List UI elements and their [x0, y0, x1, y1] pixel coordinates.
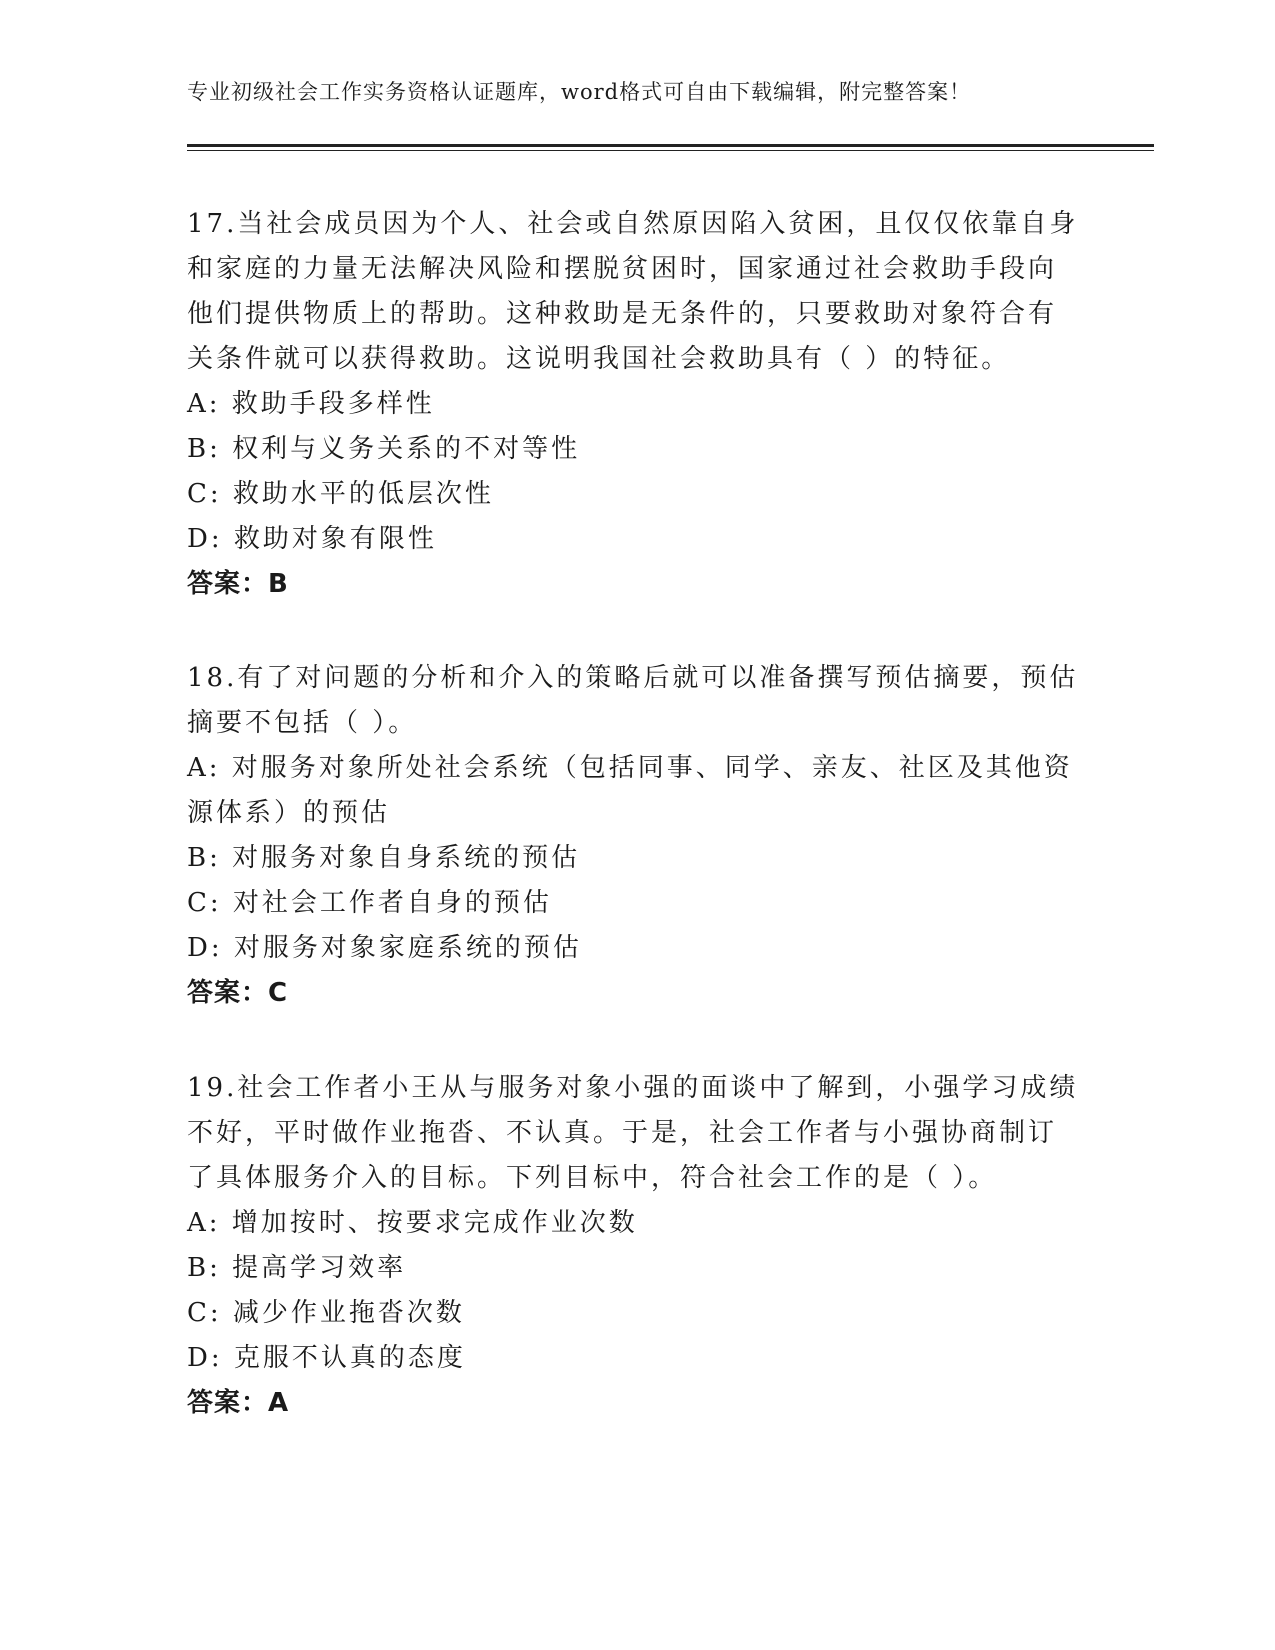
option-b: B: 提高学习效率 — [187, 1253, 407, 1283]
page-header: 专业初级社会工作实务资格认证题库，word格式可自由下载编辑，附完整答案！ — [187, 80, 972, 104]
option-b: B: 对服务对象自身系统的预估 — [187, 843, 581, 873]
question-text-line: 摘要不包括（ ）。 — [187, 708, 418, 738]
option-c: C: 救助水平的低层次性 — [187, 479, 494, 509]
question-text-line: 19.社会工作者小王从与服务对象小强的面谈中了解到，小强学习成绩 — [187, 1073, 1079, 1103]
question-18 — [187, 656, 1077, 1016]
option-d: D: 克服不认真的态度 — [187, 1343, 466, 1373]
question-text-line: 他们提供物质上的帮助。这种救助是无条件的，只要救助对象符合有 — [187, 299, 1058, 329]
question-text-line: 18.有了对问题的分析和介入的策略后就可以准备撰写预估摘要，预估 — [187, 663, 1079, 693]
question-text-line: 17.当社会成员因为个人、社会或自然原因陷入贫困，且仅仅依靠自身 — [187, 209, 1079, 239]
header-divider-thin — [187, 150, 1154, 151]
option-a: A: 救助手段多样性 — [187, 389, 435, 419]
question-text-line: 了具体服务介入的目标。下列目标中，符合社会工作的是（ ）。 — [187, 1163, 998, 1193]
answer: 答案：C — [187, 978, 289, 1008]
option-c: C: 减少作业拖沓次数 — [187, 1298, 465, 1328]
option-d: D: 救助对象有限性 — [187, 524, 437, 554]
question-17 — [187, 202, 1077, 607]
question-text-line: 不好，平时做作业拖沓、不认真。于是，社会工作者与小强协商制订 — [187, 1118, 1058, 1148]
option-a: A: 对服务对象所处社会系统（包括同事、同学、亲友、社区及其他资 — [187, 753, 1073, 783]
option-a: A: 增加按时、按要求完成作业次数 — [187, 1208, 638, 1238]
answer: 答案：A — [187, 1388, 290, 1418]
option-c: C: 对社会工作者自身的预估 — [187, 888, 552, 918]
question-text-line: 关条件就可以获得救助。这说明我国社会救助具有（ ）的特征。 — [187, 344, 1011, 374]
question-19 — [187, 1066, 1077, 1426]
option-d: D: 对服务对象家庭系统的预估 — [187, 933, 582, 963]
option-b: B: 权利与义务关系的不对等性 — [187, 434, 581, 464]
question-text-line: 和家庭的力量无法解决风险和摆脱贫困时，国家通过社会救助手段向 — [187, 254, 1058, 284]
option-a-continued: 源体系）的预估 — [187, 798, 391, 828]
header-divider-thick — [187, 144, 1154, 147]
answer: 答案：B — [187, 569, 289, 599]
